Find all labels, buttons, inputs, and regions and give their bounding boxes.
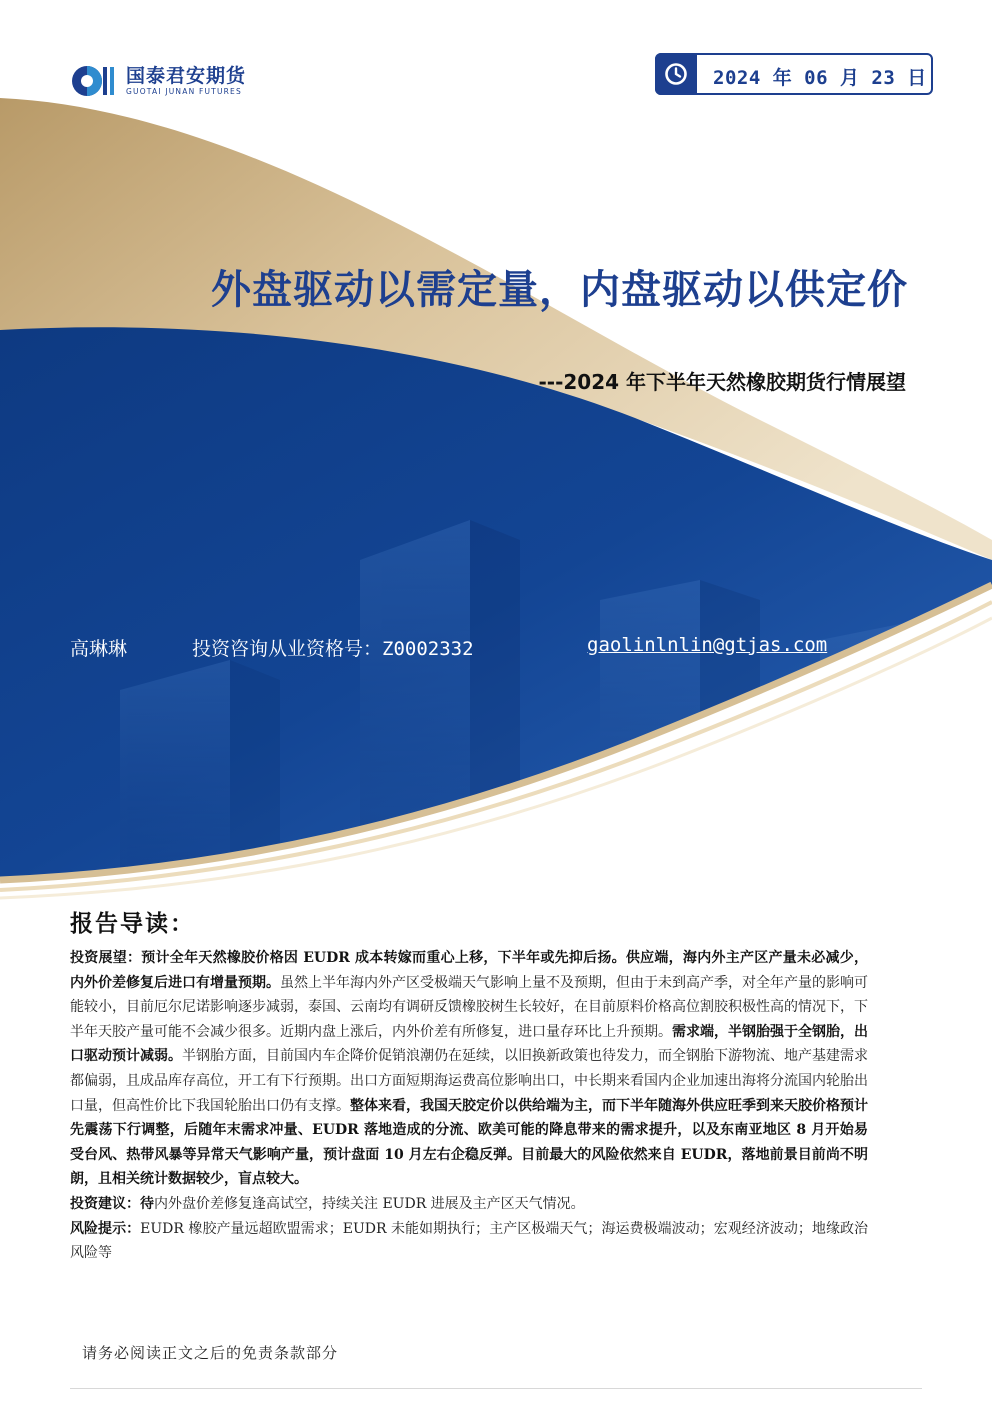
report-date: 2024 年 06 月 23 日	[713, 67, 927, 89]
author-email-link[interactable]: gaolinlnlin@gtjas.com	[587, 634, 828, 656]
risk-warning-paragraph	[70, 1217, 868, 1266]
outlook-key-point-3: 整体来看，我国天胶定价以供给端为主，而下半年随海外供应旺季到来天胶价格预计先震荡下行调整，后随年末需求冲量、EUDR 落地造成的分流、欧美可能的降息带来的需求提升，以及东南亚地区 8 月开始易受台风、热带风暴等异常天气影响产量，预计盘面 10 月左右企稳反弹。目前最大的风险依然来自 EUDR，落地前景目前尚不明朗，且相关统计数据较少，盲点较大。	[70, 1097, 868, 1188]
risk-text: EUDR 橡胶产量远超欧盟需求；EUDR 未能如期执行；主产区极端天气；海运费极端波动；宏观经济波动；地缘政治风险等	[70, 1220, 869, 1262]
risk-label: 风险提示：	[70, 1220, 141, 1237]
logo-emblem-icon	[70, 64, 118, 98]
report-subtitle: ---2024 年下半年天然橡胶期货行情展望	[538, 370, 906, 394]
logo-company-name-en: GUOTAI JUNAN FUTURES	[126, 86, 242, 96]
outlook-detail-1: 虽然上半年海内外产区受极端天气影响上量不及预期，但由于未到高产季，对全年产量的影响可能较小，目前厄尔尼诺影响逐步减弱，泰国、云南均有调研反馈橡胶树生长较好，在目前原料价格高位割胶积极性高的情况下，下半年天胶产量可能不会减少很多。近期内盘上涨后，内外价差有所修复，进口量存环比上升预期。	[70, 974, 868, 1040]
outlook-key-point-1: 预计全年天然橡胶价格因 EUDR 成本转嫁而重心上移，下半年或先抑后扬。供应端，海内外主产区产量未必减少，内外价差修复后进口有增量预期。	[70, 950, 869, 991]
investment-outlook-paragraph	[70, 946, 868, 1192]
disclaimer-note: 请务必阅读正文之后的免责条款部分	[82, 1344, 339, 1362]
advice-label: 投资建议：	[70, 1195, 140, 1212]
company-logo	[70, 64, 246, 98]
clock-icon	[664, 62, 688, 86]
report-summary	[70, 946, 868, 1266]
clock-icon-tile	[655, 53, 697, 95]
report-date-badge	[655, 53, 933, 95]
outlook-detail-2: 半钢胎方面，目前国内车企降价促销浪潮仍在延续，以旧换新政策也待发力，而全钢胎下游物流、地产基建需求都偏弱，且成品库存高位，开工有下行预期。出口方面短期海运费高位影响出口，中长期来看国内企业加速出海将分流国内轮胎出口量，但高性价比下我国轮胎出口仍有支撑。	[70, 1048, 868, 1114]
report-title: 外盘驱动以需定量，内盘驱动以供定价	[211, 267, 908, 313]
investment-advice-paragraph	[70, 1192, 868, 1217]
logo-company-name: 国泰君安期货	[126, 64, 247, 87]
summary-heading: 报告导读：	[70, 910, 195, 937]
advice-text: 内外盘价差修复逢高试空，持续关注 EUDR 进展及主产区天气情况。	[154, 1195, 585, 1212]
author-name: 高琳琳	[70, 638, 128, 660]
outlook-label: 投资展望：	[70, 950, 142, 966]
author-license: 投资咨询从业资格号：Z0002332	[192, 638, 474, 660]
advice-key: 待	[140, 1195, 154, 1212]
outlook-key-point-2: 需求端，半钢胎强于全钢胎，出口驱动预计减弱。	[70, 1023, 868, 1065]
footer-divider	[70, 1388, 922, 1389]
